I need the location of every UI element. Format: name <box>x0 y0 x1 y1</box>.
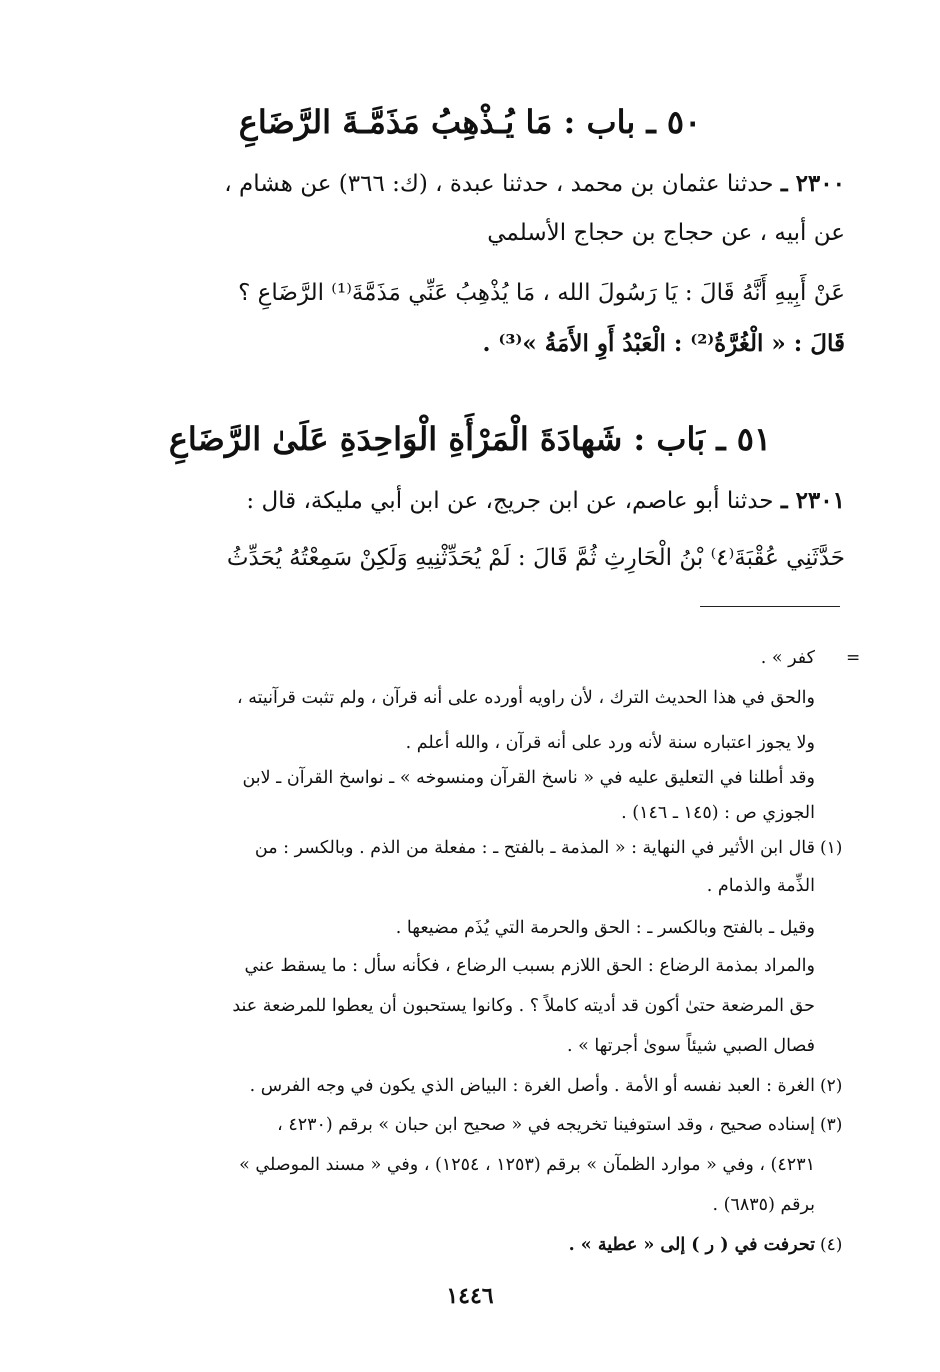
footnote-1-line: قال ابن الأثير في النهاية : « المذمة ـ بالفتح ـ : مفعلة من الذم . وبالكسر : من <box>254 838 815 858</box>
hadith-2300-line-1 <box>85 170 845 199</box>
footnote-continuation-line: كفر » . <box>760 648 815 668</box>
continuation-mark: = <box>846 648 861 668</box>
hadith-2301-isnad: حدثنا أبو عاصم، عن ابن جريج، عن ابن أبي مليكة، قال : <box>246 488 774 514</box>
hadith-2301-number: ٢٣٠١ ـ <box>780 487 845 514</box>
footnote-1-line: وقيل ـ بالفتح وبالكسر ـ : الحق والحرمة التي يُذَم مضيعها . <box>395 918 815 938</box>
hadith-2300-line-4: قَالَ : « الْغُرَّةُ⁽²⁾ : الْعَبْدُ أَوِ الأَمَةُ »⁽³⁾ . <box>482 330 845 357</box>
footnote-1-line: الذِّمة والذمام . <box>706 876 815 896</box>
footnote-1-marker: (١) <box>820 838 843 858</box>
hadith-2300-line-3: عَنْ أَبِيهِ أَنَّهُ قَالَ : يَا رَسُولَ الله ، مَا يُذْهِبُ عَنِّي مَذَمَّةَ⁽¹⁾ الرَّضَاعِ ؟ <box>238 280 845 306</box>
footnote-1-line: حق المرضعة حتىٰ أكون قد أديته كاملاً ؟ . وكانوا يستحبون أن يعطوا للمرضعة عند <box>232 996 815 1016</box>
footnote-3-marker: (٣) <box>820 1115 843 1135</box>
footnote-3-line: ٤٢٣١) ، وفي « موارد الظمآن » برقم (١٢٥٣ ، ١٢٥٤) ، وفي « مسند الموصلي » <box>239 1155 815 1175</box>
footnote-continuation-line: الجوزي ص : (١٤٥ ـ ١٤٦) . <box>621 803 815 823</box>
hadith-2300-isnad: حدثنا عثمان بن محمد ، حدثنا عبدة ، (ك: ٣٦٦) عن هشام ، <box>224 171 774 197</box>
footnote-1-line: فصال الصبي شيئاً سوىٰ أجرتها » . <box>566 1036 815 1056</box>
footnote-2-line: الغرة : العبد نفسه أو الأمة . وأصل الغرة : البياض الذي يكون في وجه الفرس . <box>249 1076 815 1096</box>
footnote-2-marker: (٢) <box>820 1076 843 1096</box>
footnote-4-line: تحرفت في ( ر ) إلى « عطية » . <box>568 1235 815 1255</box>
hadith-2300-number: ٢٣٠٠ ـ <box>780 170 845 197</box>
hadith-2301-line-1 <box>85 487 845 516</box>
footnote-1-line: والمراد بمذمة الرضاع : الحق اللازم بسبب الرضاع ، فكأنه سأل : ما يسقط عني <box>244 956 815 976</box>
page-number: ١٤٤٦ <box>446 1283 494 1309</box>
chapter-50-heading: ٥٠ ـ باب : مَا يُـذْهِبُ مَذَمَّـةَ الرَّضَاعِ <box>238 103 702 141</box>
footnote-3-line: إسناده صحيح ، وقد استوفينا تخريجه في « صحيح ابن حبان » برقم (٤٢٣٠ ، <box>277 1115 815 1135</box>
footnote-3-line: برقم (٦٨٣٥) . <box>712 1195 815 1215</box>
footnote-continuation-line: وقد أطلنا في التعليق عليه في « ناسخ القرآن ومنسوخه » ـ نواسخ القرآن ـ لابن <box>242 768 815 788</box>
hadith-2300-line-2: عن أبيه ، عن حجاج بن حجاج الأسلمي <box>487 220 845 246</box>
footnote-divider <box>700 606 840 607</box>
footnote-continuation-line: ولا يجوز اعتباره سنة لأنه ورد على أنه قرآن ، والله أعلم . <box>405 733 815 753</box>
footnote-continuation-line: والحق في هذا الحديث الترك ، لأن راويه أورده على أنه قرآن ، ولم تثبت قرآنيته ، <box>237 688 815 708</box>
chapter-51-heading: ٥١ ـ بَاب : شَهادَةَ الْمَرْأَةِ الْوَاحِدَةِ عَلَىٰ الرَّضَاعِ <box>168 420 772 458</box>
footnote-4-marker: (٤) <box>820 1235 843 1255</box>
hadith-2301-line-2: حَدَّثَنِي عُقْبَةَ⁽٤⁾ بْنُ الْحَارِثِ ثُمَّ قَالَ : لَمْ يُحَدِّثْنِيهِ وَلَكِنْ سَمِعْتُهُ يُحَدِّثُ <box>226 545 845 571</box>
